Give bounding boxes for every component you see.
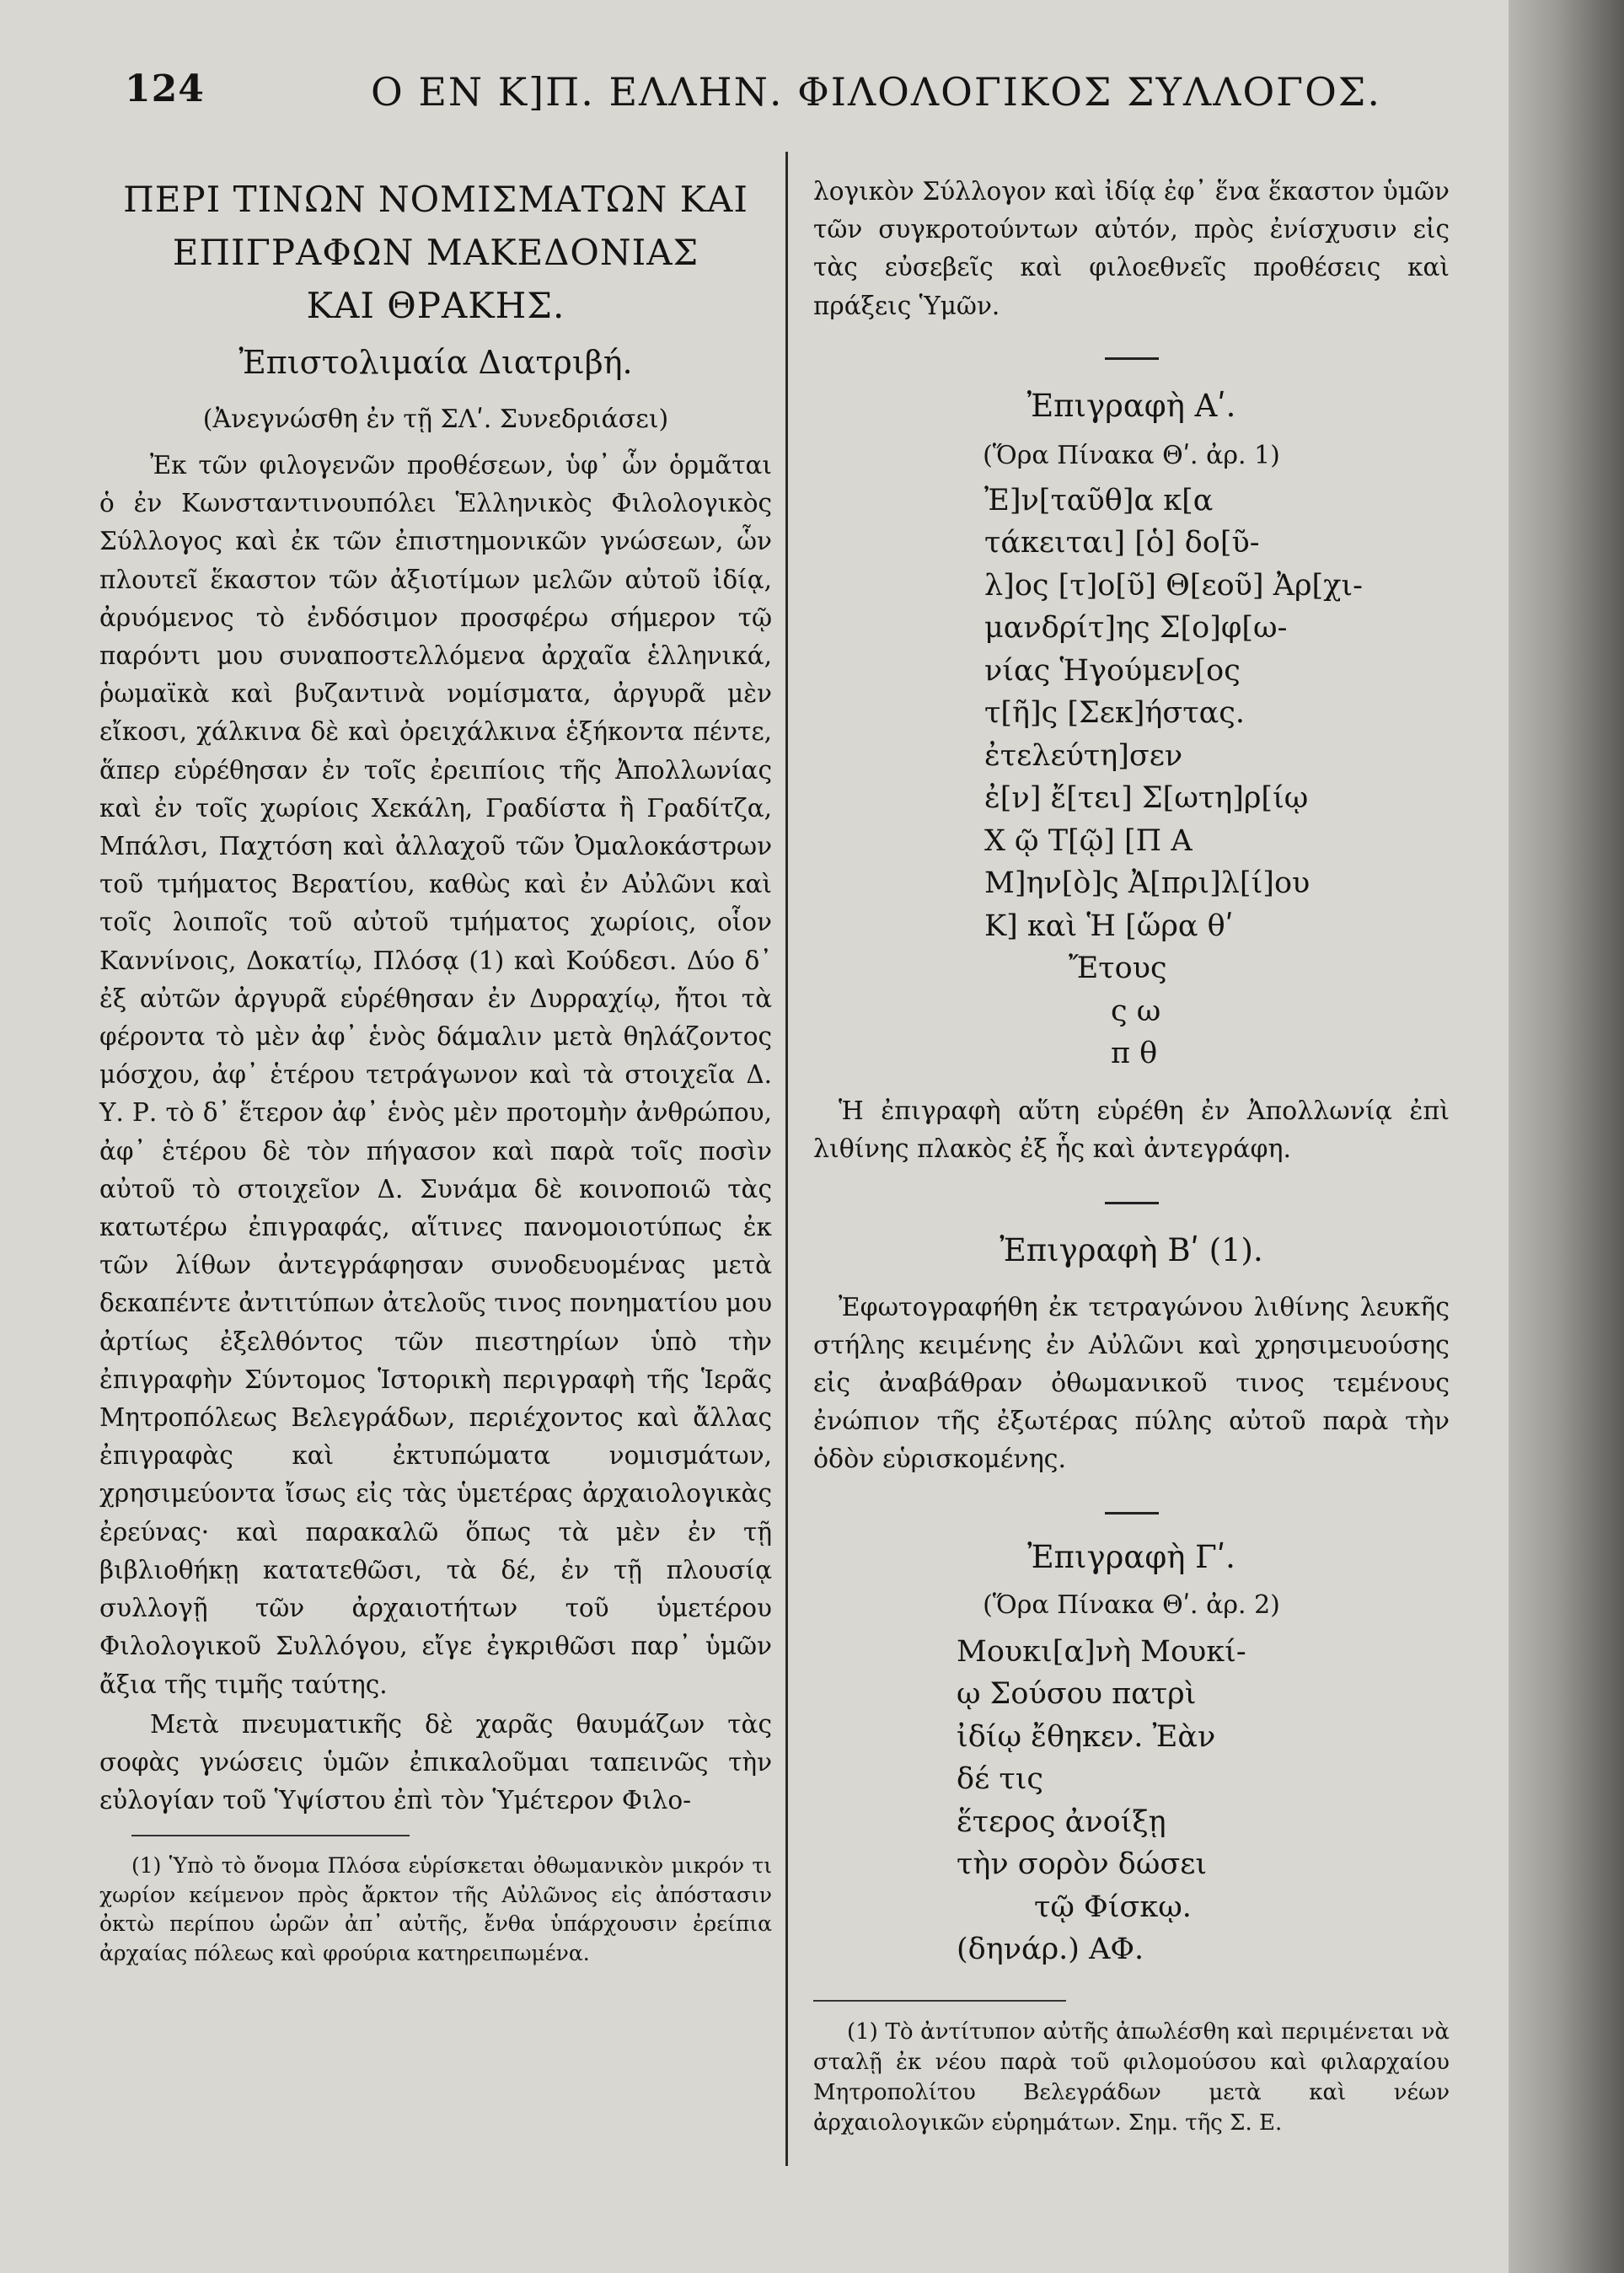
inscription-line: Μ]ην[ὸ]ς Ἀ[πρι]λ[ί]ου bbox=[984, 866, 1310, 901]
inscription-line: τῷ Φίσκῳ. bbox=[1034, 1890, 1192, 1924]
footnote-left: (1) Ὑπὸ τὸ ὄνομα Πλόσα εὑρίσκεται ὀθωμανικὸν μικρόν τι χωρίον κείμενον πρὸς ἄρκτον τῆς Αὐλῶνος εἰς ἀπόστασιν ὀκτὼ περίπου ὡρῶν ἀπ᾽ αὐτῆς, ἔνθα ὑπάρχουσιν ἐρείπια ἀρχαίας πόλεως καὶ φρούρια κατηρειπωμένα. bbox=[99, 1853, 772, 1965]
inscription-line: μανδρίτ]ης Σ[ο]φ[ω- bbox=[984, 611, 1288, 646]
footnote-rule bbox=[813, 2000, 1066, 2002]
section-divider bbox=[1105, 357, 1159, 360]
inscription-heading: Ἐπιγραφὴ Βʹ (1). bbox=[1000, 1231, 1263, 1268]
inscription-text bbox=[813, 1631, 1450, 1971]
inscription-line: Μουκι[α]νὴ Μουκί- bbox=[957, 1634, 1246, 1669]
article-title-line: ΠΕΡΙ ΤΙΝΩΝ ΝΟΜΙΣΜΑΤΩΝ ΚΑΙ bbox=[123, 179, 748, 220]
footnote-rule bbox=[131, 1835, 410, 1836]
inscription-line: τὴν σορὸν δώσει bbox=[957, 1847, 1208, 1882]
right-column bbox=[813, 173, 1450, 2138]
inscription-text bbox=[813, 480, 1450, 1075]
inscription-line: Χ ῷ Τ[ῷ] [Π Α bbox=[984, 823, 1193, 858]
inscription-note: Ἐφωτογραφήθη ἐκ τετραγώνου λιθίνης λευκῆς στήλης κειμένης ἐν Αὐλῶνι καὶ χρησιμευούσης εἰς ἀναβάθραν ὀθωμανικοῦ τινος τεμένους ἐνώπιον τῆς ἐξωτέρας πύλης αὐτοῦ παρὰ τὴν ὁδὸν εὑρισκομένης. bbox=[813, 1292, 1450, 1474]
inscription-line: ς ω bbox=[1111, 994, 1161, 1028]
column-rule bbox=[785, 152, 788, 2166]
article-title-line: ΚΑΙ ΘΡΑΚΗΣ. bbox=[306, 285, 565, 326]
inscription-line: ἐ[ν] ἔ[τει] Σ[ωτη]ρ[ίῳ bbox=[984, 781, 1309, 816]
inscription-line: λ]ος [τ]ο[ῦ] Θ[εοῦ] Ἀρ[χι- bbox=[984, 568, 1363, 603]
plate-reference: (Ὅρα Πίνακα Θʹ. ἀρ. 2) bbox=[983, 1589, 1280, 1620]
session-note: (Ἀνεγνώσθη ἐν τῇ ΣΛʹ. Συνεδριάσει) bbox=[202, 405, 669, 434]
inscription-note: Ἡ ἐπιγραφὴ αὕτη εὑρέθη ἐν Ἀπολλωνίᾳ ἐπὶ λιθίνης πλακὸς ἐξ ἧς καὶ ἀντεγράφη. bbox=[813, 1096, 1450, 1164]
section-divider bbox=[1105, 1202, 1159, 1204]
inscription-line: ῳ Σούσου πατρὶ bbox=[957, 1677, 1197, 1712]
inscription-line: δέ τις bbox=[957, 1762, 1044, 1797]
section-divider bbox=[1105, 1512, 1159, 1514]
body-continuation: λογικὸν Σύλλογον καὶ ἰδίᾳ ἐφ᾽ ἕνα ἕκαστον ὑμῶν τῶν συγκροτούντων αὐτόν, πρὸς ἐνίσχυσιν εἰς τὰς εὐσεβεῖς καὶ φιλοεθνεῖς προθέσεις καὶ πράξεις Ὑμῶν. bbox=[813, 177, 1450, 320]
footnote-right: (1) Τὸ ἀντίτυπον αὐτῆς ἀπωλέσθη καὶ περιμένεται νὰ σταλῇ ἐκ νέου παρὰ τοῦ φιλομούσου καὶ φιλαρχαίου Μητροπολίτου Βελεγράδων μετὰ καὶ νέων ἀρχαιολογικῶν εὑρημάτων. Σημ. τῆς Σ. Ε. bbox=[813, 2018, 1450, 2136]
inscription-line: Ἔτους bbox=[1069, 952, 1167, 986]
inscription-line: τ[ῆ]ς [Σεκ]ήστας. bbox=[984, 696, 1246, 731]
inscription-line: ἰδίῳ ἔθηκεν. Ἐὰν bbox=[957, 1719, 1216, 1754]
left-column bbox=[99, 173, 772, 1968]
inscription-line: ἐτελεύτη]σεν bbox=[984, 738, 1183, 773]
plate-reference: (Ὅρα Πίνακα Θʹ. ἀρ. 1) bbox=[983, 440, 1280, 470]
inscription-line: τάκειται] [ὁ] δο[ῦ- bbox=[984, 526, 1260, 560]
article-subtitle: Ἐπιστολιμαία Διατριβή. bbox=[239, 344, 633, 381]
journal-title: Ο ΕΝ Κ]Π. ΕΛΛΗΝ. ΦΙΛΟΛΟΓΙΚΟΣ ΣΥΛΛΟΓΟΣ. bbox=[371, 69, 1381, 115]
inscription-line: Κ] καὶ Ἡ [ὥρα θʹ bbox=[984, 909, 1234, 943]
body-paragraph: Μετὰ πνευματικῆς δὲ χαρᾶς θαυμάζων τὰς σοφὰς γνώσεις ὑμῶν ἐπικαλοῦμαι ταπεινῶς τὴν εὐλογίαν τοῦ Ὑψίστου ἐπὶ τὸν Ὑμέτερον Φιλο- bbox=[99, 1709, 772, 1815]
article-title bbox=[99, 173, 772, 332]
inscription-line: ἕτερος ἀνοίξῃ bbox=[957, 1804, 1166, 1839]
body-paragraph: Ἐκ τῶν φιλογενῶν προθέσεων, ὑφ᾽ ὧν ὁρμᾶται ὁ ἐν Κωνσταντινουπόλει Ἑλληνικὸς Φιλολογικὸς Σύλλογος καὶ ἐκ τῶν ἐπιστημονικῶν γνώσεων, ὧν πλουτεῖ ἕκαστον τῶν ἀξιοτίμων μελῶν αὐτοῦ ἰδίᾳ, ἀρυόμενος τὸ ἐνδόσιμον προσφέρω σήμερον τῷ παρόντι μου συναποστελλόμενα ἀρχαῖα ἑλληνικά, ῥωμαϊκὰ καὶ βυζαντινὰ νομίσματα, ἀργυρᾶ μὲν εἴκοσι, χάλκινα δὲ καὶ ὀρειχάλκινα ἑξήκοντα πέντε, ἅπερ εὑρέθησαν ἐν τοῖς ἐρειπίοις τῆς Ἀπολλωνίας καὶ ἐν τοῖς χωρίοις Χεκάλη, Γραδίστα ἢ Γραδίτζα, Μπάλσι, Παχτόση καὶ ἀλλαχοῦ τῶν Ὀμαλοκάστρων τοῦ τμήματος Βερατίου, καθὼς καὶ ἐν Αὐλῶνι καὶ τοῖς λοιποῖς τοῦ αὐτοῦ τμήματος χωρίοις, οἷον Καννίνοις, Δοκατίῳ, Πλόσᾳ (1) καὶ Κούδεσι. Δύο δ᾽ ἐξ αὐτῶν ἀργυρᾶ εὑρέθησαν ἐν Δυρραχίῳ, ἤτοι τὰ φέροντα τὸ μὲν ἀφ᾽ ἑνὸς δάμαλιν μετὰ θηλάζοντος μόσχου, ἀφ᾽ ἑτέρου τετράγωνον καὶ τὰ στοιχεῖα Δ. Υ. Ρ. τὸ δ᾽ ἕτερον ἀφ᾽ ἑνὸς μὲν προτομὴν ἀνθρώπου, ἀφ᾽ ἑτέρου δὲ τὸν πήγασον καὶ παρὰ τοῖς ποσὶν αὐτοῦ τὸ στοιχεῖον Δ. Συνάμα δὲ κοινοποιῶ τὰς κατωτέρω ἐπιγραφάς, αἵτινες πανομοιοτύπως ἐκ τῶν λίθων ἀντεγράφησαν συνοδευομένας μετὰ δεκαπέντε ἀντιτύπων ἀτελοῦς τινος πονηματίου μου ἀρτίως ἐξελθόντος τῶν πιεστηρίων ὑπὸ τὴν ἐπιγραφὴν Σύντομος Ἱστορικὴ περιγραφὴ τῆς Ἱερᾶς Μητροπόλεως Βελεγράδων, περιέχοντος καὶ ἄλλας ἐπιγραφὰς καὶ ἐκτυπώματα νομισμάτων, χρησιμεύοντα ἴσως εἰς τὰς ὑμετέρας ἀρχαιολογικὰς ἐρεύνας· καὶ παρακαλῶ ὅπως τὰ μὲν ἐν τῇ βιβλιοθήκῃ κατατεθῶσι, τὰ δέ, ἐν τῇ πλουσίᾳ συλλογῇ τῶν ἀρχαιοτήτων τοῦ ὑμετέρου Φιλολογικοῦ Συλλόγου, εἴγε ἐγκριθῶσι παρ᾽ ὑμῶν ἄξια τῆς τιμῆς ταύτης. bbox=[99, 451, 772, 1699]
inscription-line: (δηνάρ.) ΑΦ. bbox=[957, 1933, 1144, 1967]
article-title-line: ΕΠΙΓΡΑΦΩΝ ΜΑΚΕΔΟΝΙΑΣ bbox=[172, 232, 699, 273]
inscription-line: π θ bbox=[1111, 1037, 1158, 1071]
running-head bbox=[0, 67, 1381, 126]
page-edge-shadow bbox=[1509, 0, 1624, 2273]
inscription-heading: Ἐπιγραφὴ Αʹ. bbox=[1026, 387, 1236, 424]
inscription-line: νίας Ἡγούμεν[ος bbox=[984, 653, 1241, 688]
page-number: 124 bbox=[125, 67, 205, 110]
inscription-line: Ἐ]ν[ταῦθ]α κ[α bbox=[984, 483, 1214, 517]
inscription-heading: Ἐπιγραφὴ Γʹ. bbox=[1027, 1538, 1235, 1575]
